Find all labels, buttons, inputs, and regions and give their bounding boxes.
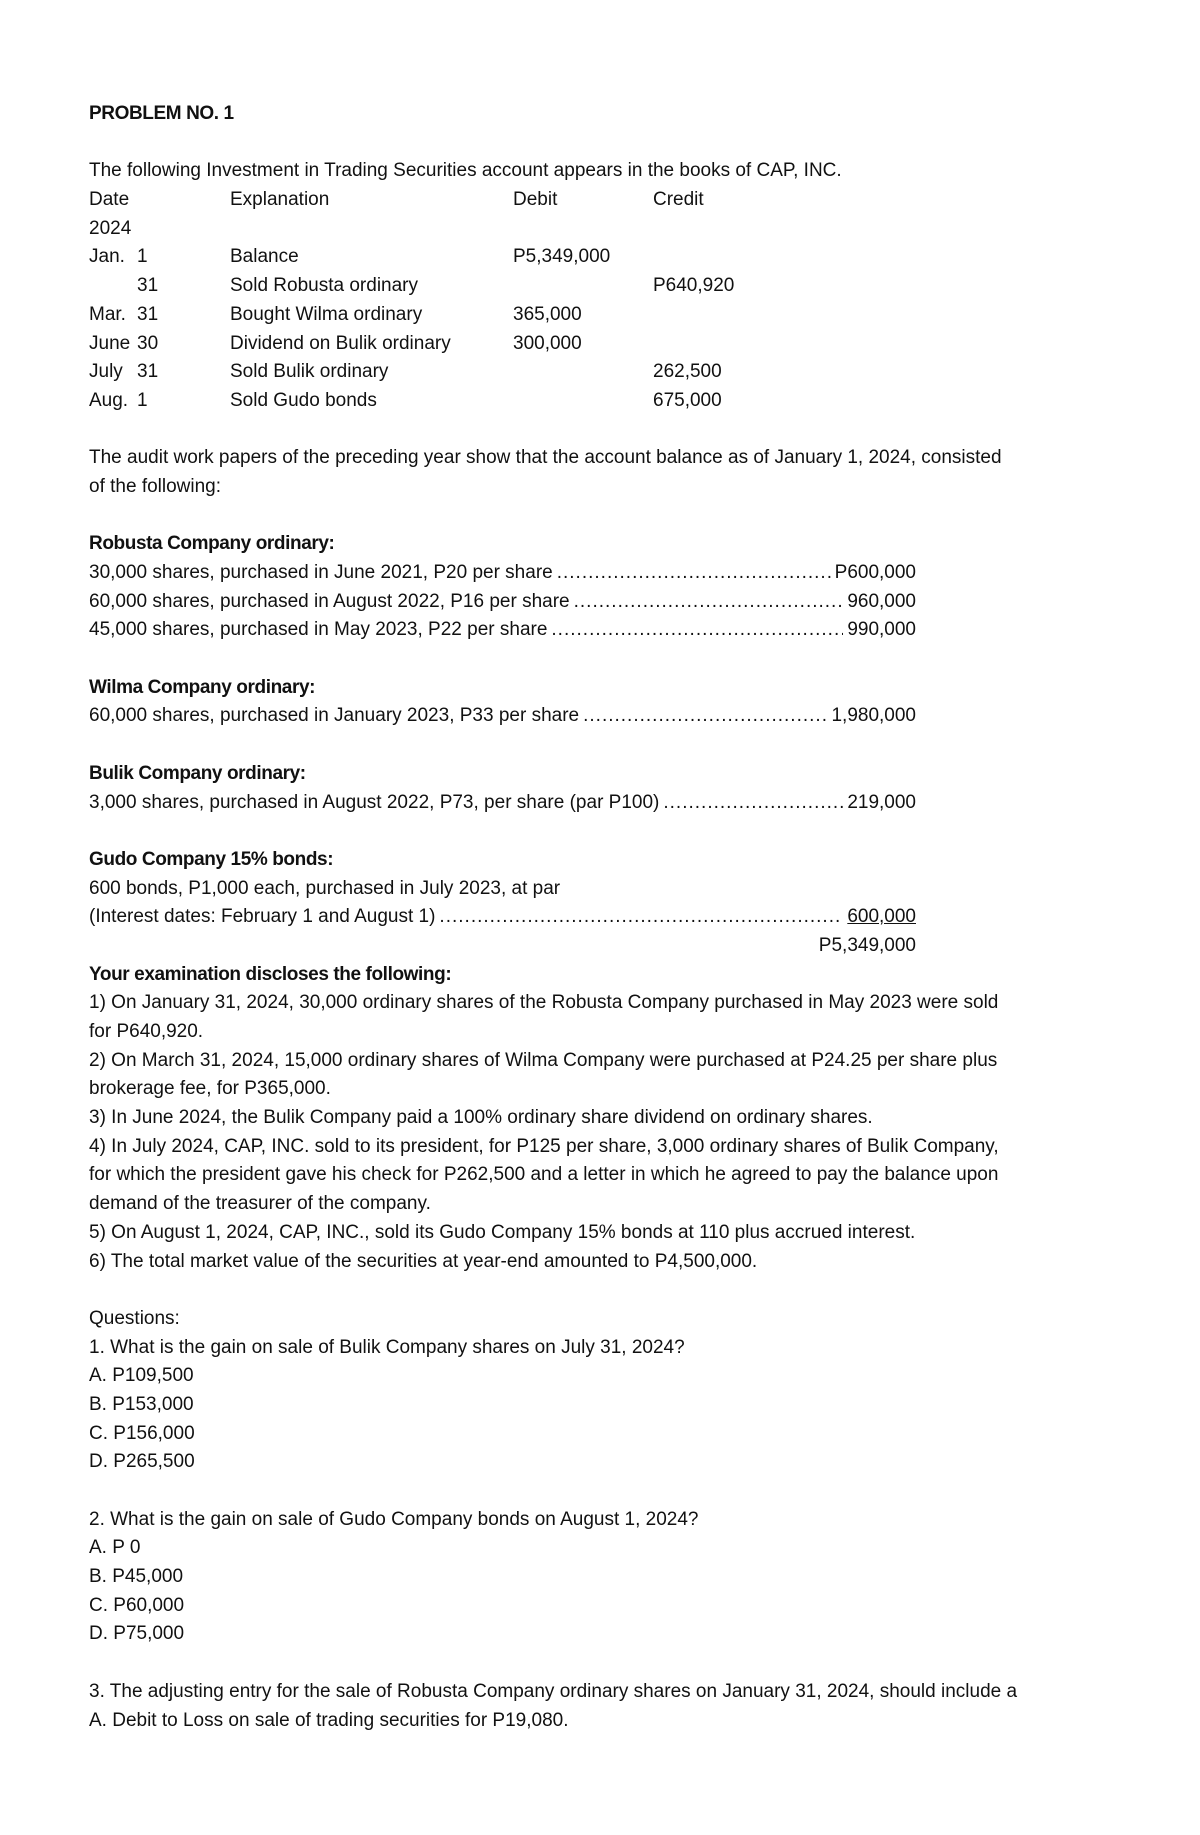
answer-option: A. Debit to Loss on sale of trading securities for P19,080. [89, 1709, 569, 1731]
ledger-row [89, 301, 1129, 330]
ledger-month: July [89, 361, 123, 383]
ledger-explanation: Dividend on Bulik ordinary [230, 332, 451, 354]
finding-line: for which the president gave his check for P262,500 and a letter in which he agreed to pay the balance upon [89, 1164, 999, 1186]
findings-heading: Your examination discloses the following: [89, 963, 452, 985]
document-page [89, 100, 1129, 1735]
intro-text: The following Investment in Trading Securities account appears in the books of CAP, INC. [89, 160, 842, 182]
ledger-day: 1 [137, 389, 148, 411]
ledger-explanation: Sold Bulik ordinary [230, 361, 389, 383]
ledger-debit: 365,000 [513, 303, 582, 325]
audit-line: The audit work papers of the preceding year show that the account balance as of January 1, 2024, consisted [89, 447, 1002, 469]
ledger-row [89, 387, 1129, 416]
holding-label: 60,000 shares, purchased in August 2022, P16 per share [89, 590, 570, 612]
blank-line [89, 731, 1129, 760]
blank-line [89, 502, 1129, 531]
finding-line: 4) In July 2024, CAP, INC. sold to its president, for P125 per share, 3,000 ordinary shares of Bulik Company, [89, 1135, 999, 1157]
holding-line [89, 789, 916, 818]
finding-line: 1) On January 31, 2024, 30,000 ordinary shares of the Robusta Company purchased in May 2023 were sold [89, 992, 999, 1014]
blank-line [89, 1477, 1129, 1506]
answer-option: A. P109,500 [89, 1365, 194, 1387]
dot-leader [583, 702, 827, 731]
finding-line: 5) On August 1, 2024, CAP, INC., sold its Gudo Company 15% bonds at 110 plus accrued interest. [89, 1221, 916, 1243]
dot-leader [551, 616, 843, 645]
question-text: 3. The adjusting entry for the sale of Robusta Company ordinary shares on January 31, 2024, should include a [89, 1680, 1018, 1702]
wilma-heading: Wilma Company ordinary: [89, 676, 316, 698]
answer-option: B. P45,000 [89, 1566, 184, 1588]
ledger-credit: 675,000 [653, 389, 722, 411]
ledger-day: 1 [137, 246, 148, 268]
ledger-debit: P5,349,000 [513, 246, 611, 268]
question-text: 2. What is the gain on sale of Gudo Company bonds on August 1, 2024? [89, 1508, 699, 1530]
holding-line [89, 588, 916, 617]
holding-amount: 219,000 [847, 791, 916, 813]
header-explanation: Explanation [230, 189, 330, 211]
ledger-explanation: Sold Gudo bonds [230, 389, 377, 411]
finding-line: demand of the treasurer of the company. [89, 1193, 431, 1215]
blank-line [89, 129, 1129, 158]
holding-amount: 960,000 [847, 590, 916, 612]
ledger-row [89, 243, 1129, 272]
finding-line: 2) On March 31, 2024, 15,000 ordinary shares of Wilma Company were purchased at P24.25 per share plus [89, 1049, 998, 1071]
header-credit: Credit [653, 189, 704, 211]
finding-line: 6) The total market value of the securities at year-end amounted to P4,500,000. [89, 1250, 758, 1272]
finding-line: 3) In June 2024, the Bulik Company paid a 100% ordinary share dividend on ordinary shares. [89, 1107, 873, 1129]
ledger-header [89, 186, 1129, 215]
holdings-total: P5,349,000 [818, 934, 916, 956]
finding-line: for P640,920. [89, 1021, 204, 1042]
ledger-explanation: Balance [230, 246, 299, 268]
ledger-year: 2024 [89, 217, 132, 239]
ledger-explanation: Bought Wilma ordinary [230, 303, 423, 325]
answer-option: D. P75,000 [89, 1623, 185, 1645]
ledger-month: Jan. [89, 246, 125, 268]
holding-label: (Interest dates: February 1 and August 1) [89, 906, 436, 928]
holding-label: 60,000 shares, purchased in January 2023, P33 per share [89, 705, 580, 727]
answer-option: B. P153,000 [89, 1393, 194, 1415]
blank-line [89, 1276, 1129, 1305]
audit-line: of the following: [89, 475, 222, 497]
holding-line [89, 903, 916, 932]
blank-line [89, 645, 1129, 674]
ledger-month: Aug. [89, 389, 129, 411]
holding-label: 45,000 shares, purchased in May 2023, P22 per share [89, 619, 548, 641]
blank-line [89, 416, 1129, 445]
ledger-day: 30 [137, 332, 159, 354]
problem-title: PROBLEM NO. 1 [89, 103, 234, 124]
blank-line [89, 1649, 1129, 1678]
holding-amount: 1,980,000 [831, 705, 916, 727]
answer-option: D. P265,500 [89, 1451, 195, 1473]
dot-leader [439, 903, 843, 932]
ledger-explanation: Sold Robusta ordinary [230, 275, 418, 297]
ledger-month: Mar. [89, 303, 126, 325]
answer-option: C. P60,000 [89, 1594, 185, 1616]
ledger-month: June [89, 332, 131, 354]
ledger-row [89, 330, 1129, 359]
ledger-credit: 262,500 [653, 361, 722, 383]
robusta-heading: Robusta Company ordinary: [89, 533, 335, 555]
questions-label: Questions: [89, 1307, 180, 1329]
dot-leader [557, 559, 831, 588]
ledger-day: 31 [137, 303, 159, 325]
holding-amount: 990,000 [847, 619, 916, 641]
holding-label: 30,000 shares, purchased in June 2021, P20 per share [89, 562, 553, 583]
bulik-heading: Bulik Company ordinary: [89, 762, 306, 784]
holding-line [89, 559, 916, 588]
question-text: 1. What is the gain on sale of Bulik Company shares on July 31, 2024? [89, 1336, 685, 1358]
gudo-heading: Gudo Company 15% bonds: [89, 848, 334, 870]
holding-label: 3,000 shares, purchased in August 2022, P73, per share (par P100) [89, 791, 660, 813]
holding-line [89, 702, 916, 731]
gudo-line: 600 bonds, P1,000 each, purchased in July 2023, at par [89, 877, 561, 899]
ledger-row [89, 358, 1129, 387]
holding-amount: 600,000 [847, 906, 916, 928]
holding-amount: P600,000 [834, 562, 916, 583]
ledger-debit: 300,000 [513, 332, 582, 354]
header-date: Date [89, 189, 130, 211]
ledger-row [89, 272, 1129, 301]
answer-option: A. P 0 [89, 1537, 141, 1559]
answer-option: C. P156,000 [89, 1422, 195, 1444]
dot-leader [663, 789, 843, 818]
finding-line: brokerage fee, for P365,000. [89, 1078, 331, 1100]
ledger-day: 31 [137, 275, 159, 297]
header-debit: Debit [513, 189, 558, 211]
holding-line [89, 616, 916, 645]
blank-line [89, 817, 1129, 846]
ledger-day: 31 [137, 361, 159, 383]
ledger-credit: P640,920 [653, 275, 735, 297]
dot-leader [574, 588, 844, 617]
